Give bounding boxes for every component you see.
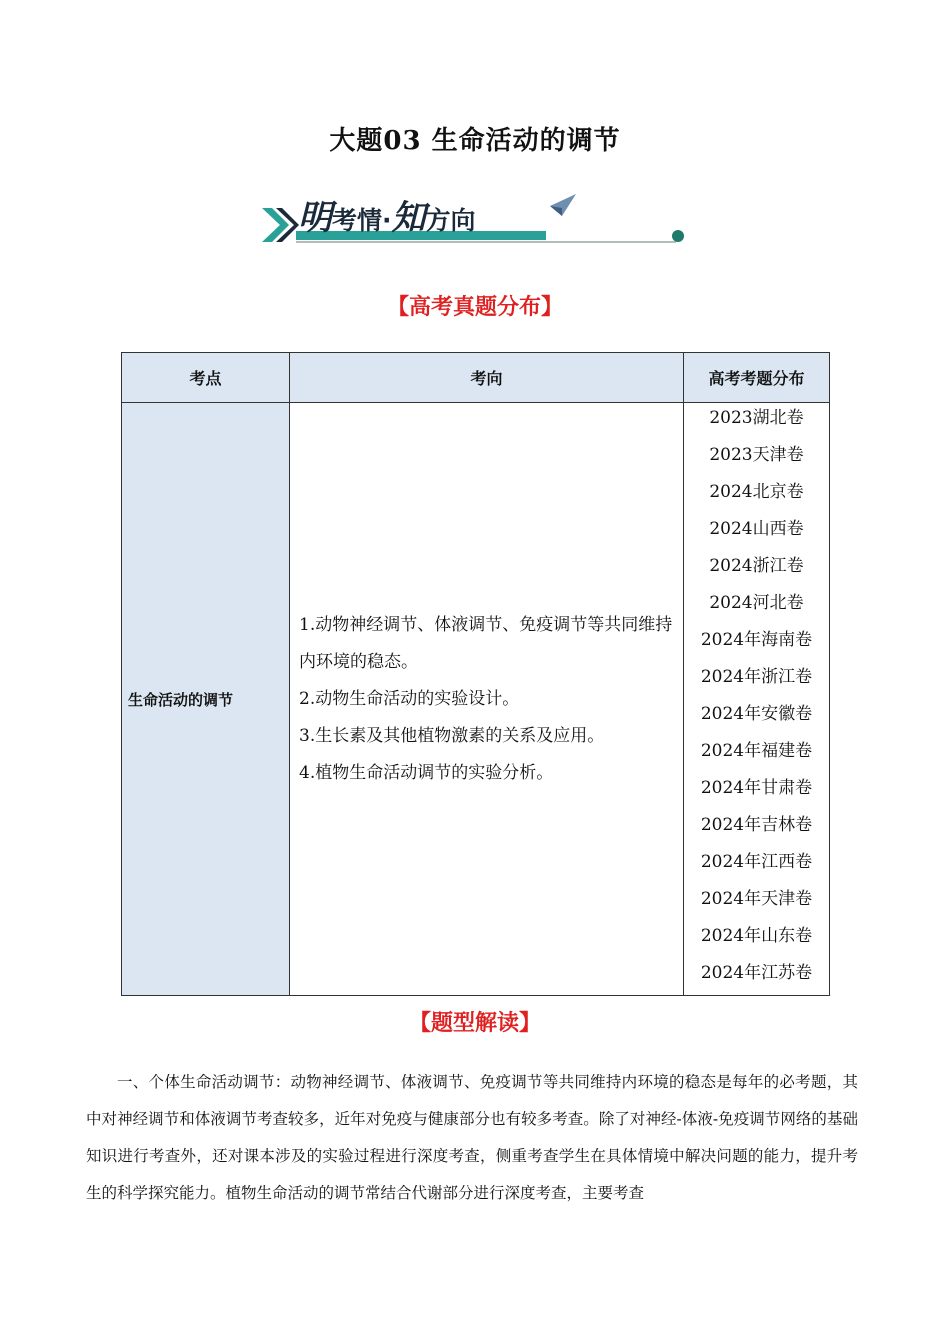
paper-item: 2023湖北卷 (709, 408, 804, 428)
paper-item: 2024年福建卷 (700, 741, 813, 761)
cell-papers (684, 403, 830, 996)
banner-char-zhi: 知 (391, 198, 426, 238)
banner-text (298, 190, 476, 239)
paper-item: 2024河北卷 (709, 593, 804, 613)
paper-item: 2024年安徽卷 (700, 704, 813, 724)
section-heading-distribution: 【高考真题分布】 (386, 295, 563, 320)
direction-item: 4.植物生命活动调节的实验分析。 (299, 762, 554, 783)
paper-item: 2024北京卷 (709, 482, 804, 502)
section-heading-interpretation: 【题型解读】 (408, 1011, 541, 1036)
header-direction: 考向 (290, 353, 684, 403)
banner-graphic (258, 182, 688, 252)
paper-item: 2024年甘肃卷 (700, 778, 813, 798)
banner-text-1: 考情· (332, 206, 392, 235)
paper-plane-icon (550, 194, 576, 216)
direction-item: 3.生长素及其他植物激素的关系及应用。 (299, 725, 605, 746)
paper-item: 2024年江西卷 (700, 852, 813, 872)
direction-item: 1.动物神经调节、体液调节、免疫调节等共同维持内环境的稳态。 (299, 614, 673, 672)
header-papers: 高考考题分布 (684, 353, 830, 403)
banner-char-ming: 明 (298, 198, 332, 238)
paper-item: 2024年天津卷 (700, 889, 813, 909)
paper-item: 2024年江苏卷 (700, 963, 813, 983)
paper-item: 2024年山东卷 (700, 926, 813, 946)
paper-item: 2024年吉林卷 (700, 815, 813, 835)
header-point: 考点 (122, 353, 290, 403)
paper-item: 2023天津卷 (709, 445, 804, 465)
table-header-row (122, 353, 830, 403)
paper-item: 2024年浙江卷 (700, 667, 813, 687)
direction-item: 2.动物生命活动的实验设计。 (299, 688, 520, 709)
paper-item: 2024年海南卷 (700, 630, 813, 650)
cell-point: 生命活动的调节 (122, 403, 290, 996)
table-row (122, 403, 830, 996)
banner-text-2: 方向 (425, 206, 476, 235)
document-title: 大题03 生命活动的调节 (329, 126, 621, 156)
paper-item: 2024山西卷 (709, 519, 804, 539)
exam-distribution-table (121, 352, 830, 996)
interpretation-paragraph: 一、个体生命活动调节：动物神经调节、体液调节、免疫调节等共同维持内环境的稳态是每年的必考题，其中对神经调节和体液调节考查较多，近年对免疫与健康部分也有较多考查。除了对神经-体液-免疫调节网络的基础知识进行考查外，还对课本涉及的实验过程进行深度考查，侧重考查学生在具体情境中解决问题的能力，提升考生的科学探究能力。植物生命活动的调节常结合代谢部分进行深度考查，主要考查 (86, 1073, 858, 1202)
cell-directions (290, 403, 684, 996)
paper-item: 2024浙江卷 (709, 556, 804, 576)
